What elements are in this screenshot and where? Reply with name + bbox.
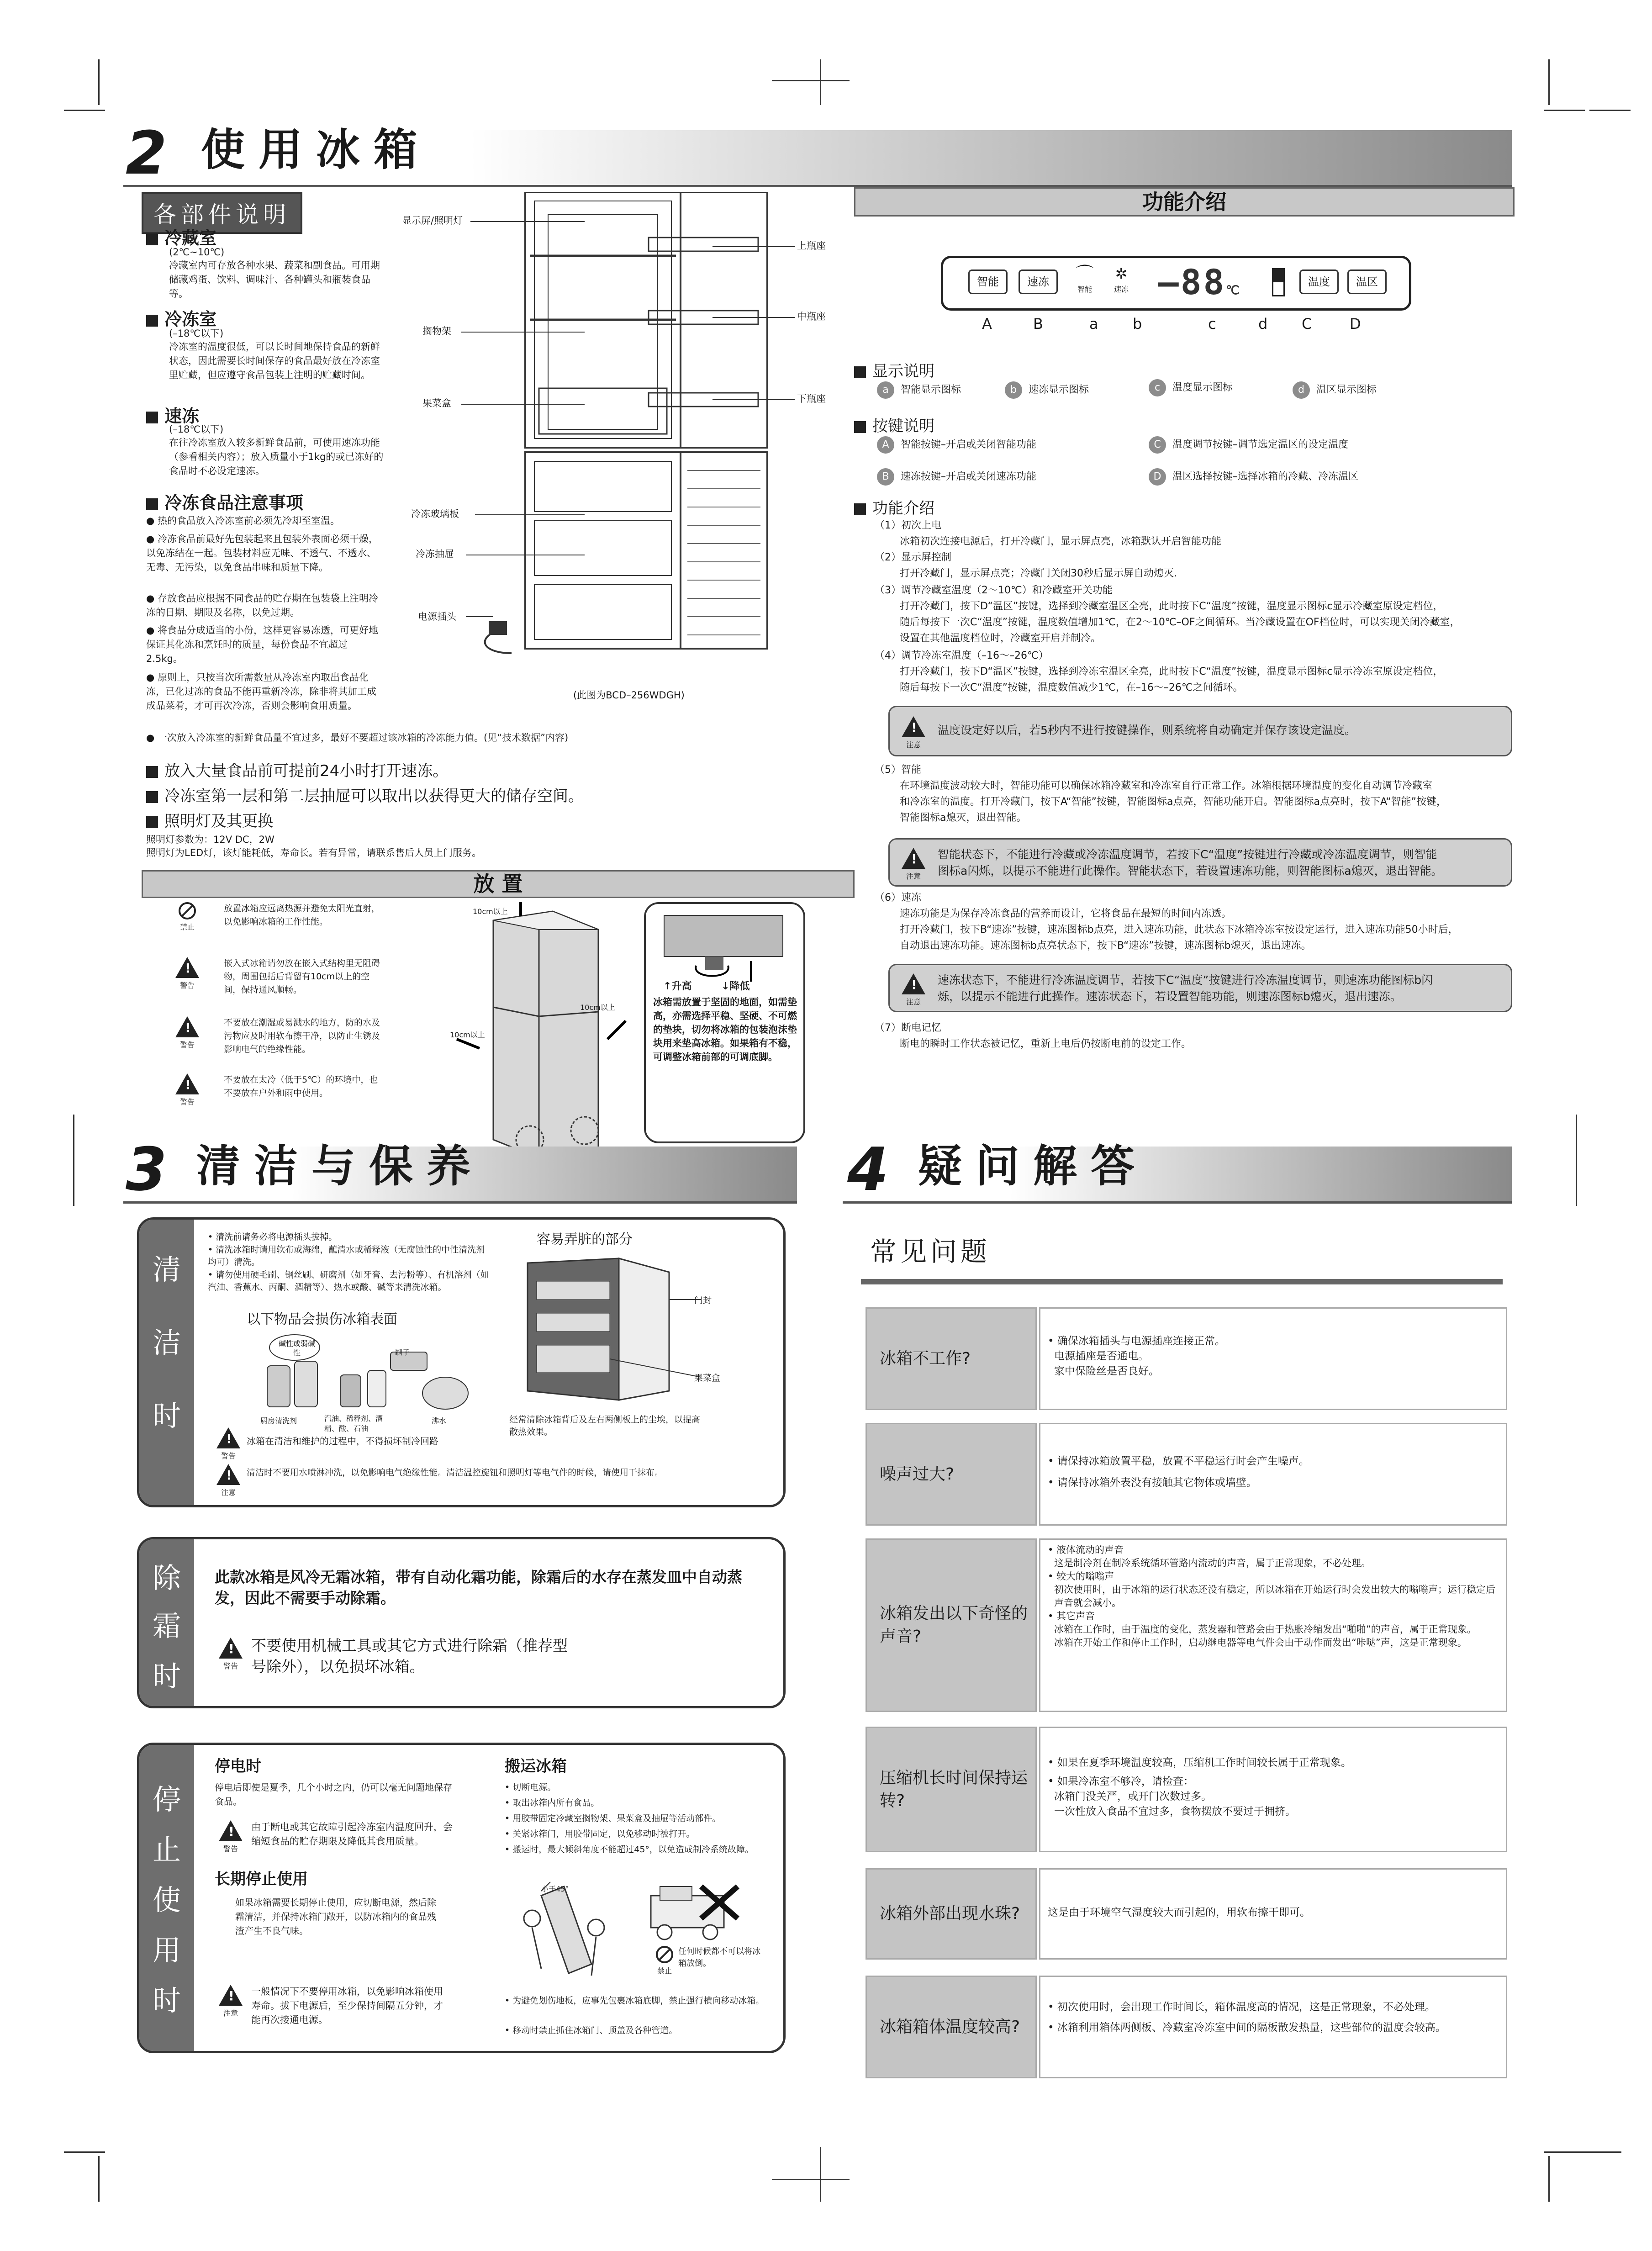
move-item: • 取出冰箱内所有食品。 [505, 1798, 600, 1808]
key-d: D 温区选择按键–选择冰箱的冷藏、冷冻温区 [1149, 468, 1358, 486]
smart-button[interactable]: 智能 [968, 269, 1008, 294]
defrost-side-label: 除 霜 时 [139, 1539, 194, 1706]
section-2-title: 使用冰箱 [201, 124, 431, 175]
keys-title: 按键说明 [854, 413, 934, 436]
tilt-label: 小于45° [541, 1885, 569, 1893]
power-warn: 由于断电或其它故障引起冷冻室内温度回升，会缩短食品的贮存期限及降低其食用质量。 [251, 1822, 453, 1847]
note-item: ● 存放食品应根据不同食品的贮存期在包装袋上注明冷冻的日期、期限及名称，以免过期。 [146, 593, 378, 618]
intro-title: 功能介绍 [854, 496, 934, 518]
move-item: • 用胶带固定冷藏室搁物架、果菜盒及抽屉等活动部件。 [505, 1813, 721, 1823]
section-2-number: 2 [126, 118, 167, 188]
open-fridge-illustration [518, 1254, 710, 1409]
label-upper-bottle: 上瓶座 [797, 240, 826, 251]
long-note-icon: ! 注意 [217, 1985, 244, 2018]
forbid-icon [179, 902, 196, 919]
long-note: 一般情况下不要停用冰箱，以免影响冰箱使用寿命。拔下电源后，至少保持间隔五分钟，才能再次接通电源。 [251, 1986, 443, 2025]
move-item: • 为避免划伤地板，应事先包裹冰箱底脚，禁止强行横向移动冰箱。 [505, 1996, 765, 2006]
freezer-temp: (–18℃以下) [169, 328, 224, 339]
damage-gas: 汽油、稀释剂、酒精、酸、石油 [324, 1414, 383, 1433]
place-header: 放 置 [142, 870, 855, 898]
label-crisper: 果菜盒 [422, 398, 451, 409]
temperature-button[interactable]: 温度 [1299, 269, 1339, 294]
power-warn-icon: ! 警告 [217, 1820, 244, 1854]
tip-1: 放入大量食品前可提前24小时打开速冻。 [146, 758, 448, 781]
no-tilt-icon: 禁止 [651, 1946, 678, 1976]
note-box-3: ! 注意 速冻状态下，不能进行冷冻温度调节，若按下C“温度”按键进行冷冻温度调节，则速冻功能图标b闪 烁，以提示不能进行此操作。速冻状态下，若设置智能功能，则速冻图标b熄灭，退出速冻。 [888, 964, 1512, 1012]
quick-freeze-indicator-icon: ✲ 速冻 [1114, 265, 1129, 294]
quick-text: 在往冷冻室放入较多新鲜食品前，可使用速冻功能（参看相关内容）；放入质量小于1kg的或已冻好的食品时不必设定速冻。 [169, 437, 384, 476]
long-title: 长期停止使用 [215, 1870, 308, 1888]
note-item: ● 原则上，只按当次所需数量从冷冻室内取出食品化冻，已化过冻的食品不能再重新冷冻，除非将其加工成成品菜肴，才可再次冷冻，否则会影响食用质量。 [146, 672, 376, 711]
move-title: 搬运冰箱 [505, 1757, 567, 1775]
fridge-text: 冷藏室内可存放各种水果、蔬菜和副食品。可用期储藏鸡蛋、饮料、调味汁、各种罐头和瓶装食品等。 [169, 260, 380, 299]
key-a: A 智能按键–开启或关闭智能功能 [877, 436, 1036, 454]
clean-bullet-3: • 请勿使用硬毛刷、钢丝刷、研磨剂（如牙膏、去污粉等）、有机溶剂（如汽油、香蕉水、丙酮、酒精等）、热水或酸、碱等来清洗冰箱。 [208, 1270, 489, 1292]
clean-note-icon: ! 注意 [215, 1464, 242, 1497]
note-box-1: ! 注意 温度设定好以后，若5秒内不进行按键操作，则系统将自动确定并保存该设定温度。 [888, 706, 1512, 756]
quick-title: 速冻 [146, 402, 199, 427]
dirty-note: 经常清除冰箱背后及左右两侧板上的尘埃，以提高散热效果。 [509, 1415, 701, 1437]
leveling-foot-illustration [655, 911, 792, 984]
tip-3: 照明灯及其更换 [146, 808, 273, 831]
clean-warn-icon: ! 警告 [215, 1427, 242, 1461]
defrost-panel [137, 1537, 786, 1708]
warning-icon [902, 973, 925, 994]
clean-warn-1: 冰箱在清洁和维护的过程中，不得损坏制冷回路 [247, 1436, 438, 1447]
smart-indicator-icon: ⌒ 智能 [1076, 264, 1093, 294]
place-dim-right: 10cm以上 [580, 1003, 615, 1012]
dirty-title: 容易弄脏的部分 [537, 1231, 633, 1247]
power-title: 停电时 [215, 1757, 261, 1775]
fridge-title: 冷藏室 [146, 224, 216, 249]
section-3-title: 清洁与保养 [196, 1141, 484, 1192]
clean-bullet-1: • 清洗前请务必将电源插头拔掉。 [208, 1232, 338, 1242]
section-3-number: 3 [126, 1135, 167, 1204]
parts-header: 各部件说明 [142, 192, 302, 234]
warning-icon [175, 1073, 199, 1094]
stop-use-panel [137, 1743, 786, 2053]
damage-acid: 碱性或弱碱性 [278, 1339, 315, 1357]
notes-title: 冷冻食品注意事项 [146, 489, 303, 514]
label-display-light: 显示屏/照明灯 [402, 215, 463, 226]
freezer-title: 冷冻室 [146, 305, 216, 330]
note-item: ● 热的食品放入冷冻室前必须先冷却至室温。 [146, 515, 340, 526]
diagram-model: (此图为BCD–256WDGH) [573, 690, 685, 701]
display-title: 显示说明 [854, 359, 934, 381]
key-b: B 速冻按键–开启或关闭速冻功能 [877, 468, 1036, 486]
func-header: 功能介绍 [854, 187, 1515, 217]
section-4-title: 疑问解答 [918, 1141, 1148, 1192]
lower-label: 降低 [729, 981, 750, 992]
note-item: ● 将食品分成适当的小份，这样更容易冻透，可更好地保证其化冻和烹饪时的质量，每份食品不宜超过2.5kg。 [146, 625, 378, 664]
dirty-crisper: 果菜盒 [694, 1373, 721, 1383]
zone-indicator-icon [1272, 268, 1285, 296]
label-drawer: 冷冻抽屉 [416, 549, 454, 560]
warning-icon [902, 716, 925, 737]
damage-cleaner: 厨房清洗剂 [260, 1416, 297, 1425]
label-glass: 冷冻玻璃板 [411, 508, 459, 519]
move-item: • 切断电源。 [505, 1782, 556, 1792]
defrost-warn: 不要使用机械工具或其它方式进行除霜（推荐型号除外），以免损坏冰箱。 [251, 1637, 568, 1675]
warning-icon [902, 848, 925, 869]
defrost-text: 此款冰箱是风冷无霜冰箱，带有自动化霜功能，除霜后的水存在蒸发皿中自动蒸发，因此不需要手动除霜。 [215, 1568, 742, 1607]
defrost-warn-icon: ! 警告 [217, 1638, 244, 1671]
stop-side-label: 停 止 使 用 时 [139, 1745, 194, 2051]
display-d: d 温区显示图标 [1293, 381, 1377, 399]
note-item: ● 一次放入冷冻室的新鲜食品量不宜过多，最好不要超过该冰箱的冷冻能力值。(见“技术数据”内容) [146, 732, 569, 743]
faq-title-rule [861, 1279, 1503, 1284]
freezer-text: 冷冻室的温度很低，可以长时间地保持食品的新鲜状态，因此需要长时间保存的食品最好放在冷冻室里贮藏，但应遵守食品包装上注明的贮藏时间。 [169, 341, 380, 380]
temperature-display: –88℃ [1158, 262, 1241, 302]
quick-temp: (–18℃以下) [169, 424, 224, 435]
place-dim-top: 10cm以上 [473, 907, 508, 916]
label-shelf: 搁物架 [422, 326, 451, 337]
control-panel [941, 256, 1411, 311]
raise-label: 升高 [671, 981, 692, 992]
lamp-spec: 照明灯参数为：12V DC，2W [146, 834, 274, 845]
note-box-2: ! 注意 智能状态下，不能进行冷藏或冷冻温度调节，若按下C“温度”按键进行冷藏或冷冻温度调节，则智能 图标a闪烁，以提示不能进行此操作。智能状态下，若设置速冻功能，则智能图标a熄灭，退出智能。 [888, 838, 1512, 887]
warning-icon [175, 957, 199, 978]
damage-hot: 沸水 [432, 1416, 447, 1425]
label-plug: 电源插头 [418, 611, 456, 622]
zone-button[interactable]: 温区 [1347, 269, 1387, 294]
tip-2: 冷冻室第一层和第二层抽屉可以取出以获得更大的储存空间。 [146, 783, 584, 806]
cleaning-side-label: 清 洁 时 [139, 1220, 194, 1505]
faq-title: 常见问题 [870, 1236, 991, 1267]
note-item: ● 冷冻食品前最好先包装起来且包装外表面必须干燥，以免冻结在一起。包装材料应无味、不透气、不透水、无毒、无污染，以免食品串味和质量下降。 [146, 534, 378, 573]
key-c: C 温度调节按键–调节选定温区的设定温度 [1149, 436, 1348, 454]
clean-bullet-2: • 清洗冰箱时请用软布或海绵，蘸清水或稀释液（无腐蚀性的中性清洗剂均可）清洗。 [208, 1245, 485, 1267]
display-c: c 温度显示图标 [1149, 379, 1233, 396]
place-dim-left: 10cm以上 [450, 1030, 485, 1039]
damage-brush: 刷子 [395, 1348, 410, 1357]
fridge-diagram [393, 192, 831, 694]
dirty-door: 门封 [694, 1295, 712, 1305]
quick-freeze-button[interactable]: 速冻 [1019, 269, 1058, 294]
warning-icon [175, 1016, 199, 1037]
level-text: 冰箱需放置于坚固的地面，如需垫高，亦需选择平稳、坚硬、不可燃的垫块，切勿将冰箱的包装泡沫垫块用来垫高冰箱。如果箱有不稳，可调整冰箱前部的可调底脚。 [653, 997, 797, 1062]
fridge-temp: (2℃~10℃) [169, 247, 225, 258]
level-box: ↑升高 ↓降低 冰箱需放置于坚固的地面，如需垫高，亦需选择平稳、坚硬、不可燃的垫块，切勿将冰箱的包装泡沫垫块用来垫高冰箱。如果箱有不稳，可调整冰箱前部的可调底脚。 [644, 902, 805, 1143]
move-item: • 搬运时，最大倾斜角度不能超过45°，以免造成制冷系统故障。 [505, 1844, 754, 1855]
display-b: b 速冻显示图标 [1005, 381, 1089, 399]
label-mid-bottle: 中瓶座 [797, 311, 826, 322]
move-item: • 移动时禁止抓住冰箱门、顶盖及各种管道。 [505, 2025, 678, 2035]
move-item: • 关紧冰箱门，用胶带固定，以免移动时被打开。 [505, 1829, 695, 1839]
lamp-text: 照明灯为LED灯，该灯能耗低，寿命长。若有异常，请联系售后人员上门服务。 [146, 847, 482, 858]
power-text: 停电后即使是夏季，几个小时之内，仍可以毫无问题地保存食品。 [215, 1782, 452, 1807]
no-tilt-text: 任何时候都不可以将冰箱放倒。 [678, 1947, 760, 1968]
cleaning-panel [137, 1217, 786, 1507]
section-4-number: 4 [847, 1135, 889, 1204]
clean-warn-2: 清洁时不要用水喷淋冲洗，以免影响电气绝缘性能。清洁温控旋钮和照明灯等电气件的时候，请使用干抹布。 [247, 1468, 664, 1478]
damage-title: 以下物品会损伤冰箱表面 [247, 1311, 397, 1327]
long-text: 如果冰箱需要长期停止使用，应切断电源，然后除霜清洁，并保持冰箱门敞开，以防冰箱内的食品残渣产生不良气味。 [235, 1897, 436, 1936]
display-a: a 智能显示图标 [877, 381, 961, 399]
label-lower-bottle: 下瓶座 [797, 393, 826, 404]
